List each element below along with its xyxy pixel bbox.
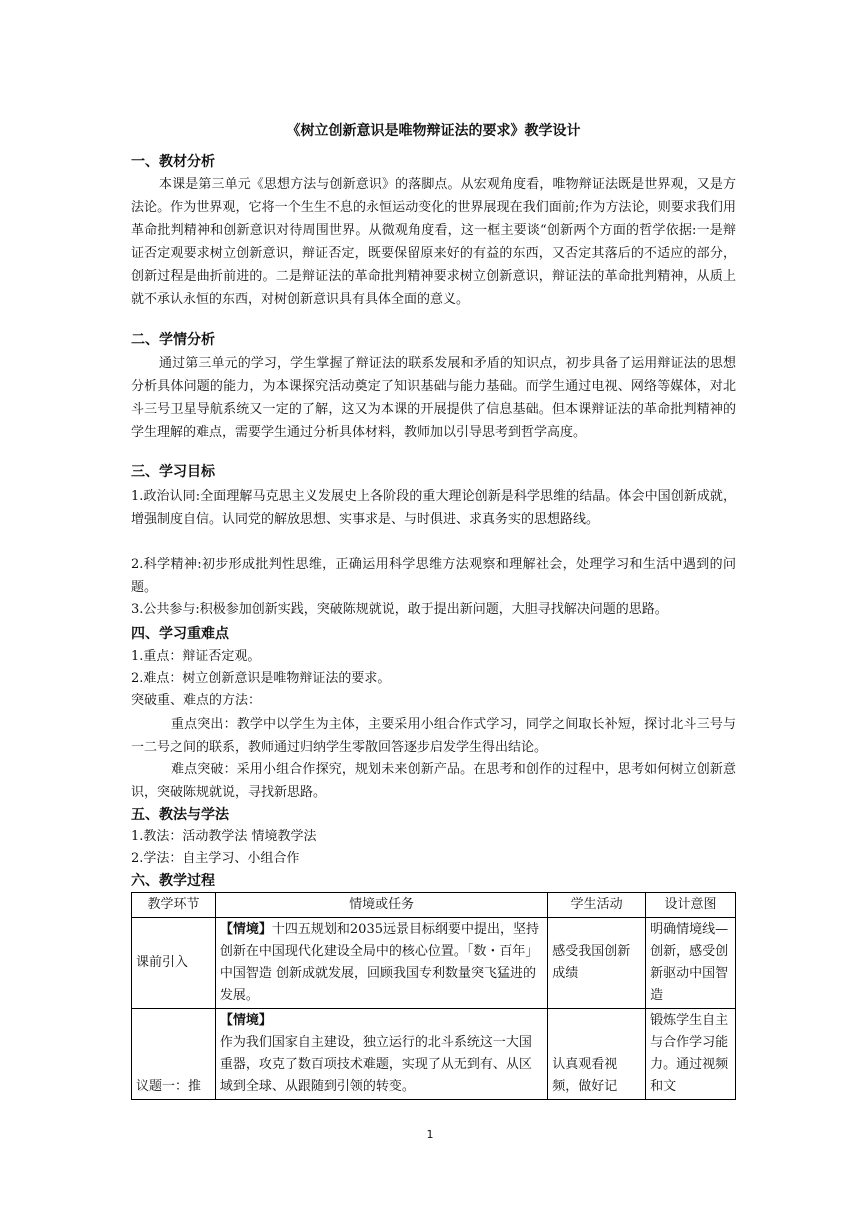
page-number: 1 [426,1128,434,1141]
activity-cell: 感受我国创新成绩 [548,918,646,1009]
task-cell [215,1009,547,1100]
objective-3: 3.公共参与:积极参加创新实践，突破陈规就说，敢于提出新问题，大胆寻找解决问题的思路。 [131,602,668,617]
intent-cell: 明确情境线—创新，感受创新驱动中国智造 [646,918,736,1009]
task-cell [215,918,547,1009]
stage-cell: 课前引入 [132,918,216,1009]
table-row [132,1009,736,1100]
teaching-process-table [131,892,736,1100]
table-header-cell: 情境或任务 [215,893,547,918]
section-heading-2: 二、学情分析 [131,332,215,348]
intent-cell: 锻炼学生自主与合作学习能力。通过视频和文 [646,1009,736,1100]
section-body-1: 本课是第三单元《思想方法与创新意识》的落脚点。从宏观角度看，唯物辩证法既是世界观，又是方法论。作为世界观，它将一个生生不息的永恒运动变化的世界展现在我们面前;作为方法论，则要求我们用革命批判精神和创新意识对待周围世界。从微观角度看，这一框主要谈“创新两个方面的哲学依据:一是辩证否定观要求树立创新意识，辩证否定，既要保留原来好的有益的东西，又否定其落后的不适应的部分，创新过程是曲折前进的。二是辩证法的革命批判精神要求树立创新意识，辩证法的革命批判精神，从质上就不承认永恒的东西，对树创新意识具有具体全面的意义。 [131,177,736,307]
section-heading-3: 三、学习目标 [131,464,215,480]
task-text: 十四五规划和2035远景目标纲要中提出，坚持创新在中国现代化建设全局中的核心位置。「数・百年」中国智造 创新成就发展，回顾我国专利数量突飞猛进的发展。 [219,922,539,1003]
section-heading-4: 四、学习重难点 [131,626,229,642]
learning-method: 2.学法：自主学习、小组合作 [131,851,300,866]
objective-1: 1.政治认同:全面理解马克思主义发展史上各阶段的重大理论创新是科学思维的结晶。体会中国创新成就，增强制度自信。认同党的解放思想、实事求是、与时俱进、求真务实的思想路线。 [131,489,736,527]
task-text: 作为我们国家自主建设，独立运行的北斗系统这一大国重器，攻克了数百项技术难题，实现了从无到有、从区域到全球、从跟随到引领的转变。 [219,1035,532,1094]
method-label: 突破重、难点的方法： [131,693,262,708]
document-title: 《树立创新意识是唯物辩证法的要求》教学设计 [286,123,581,139]
task-label: 【情境】 [219,922,272,937]
table-header-cell: 学生活动 [548,893,646,918]
table-row [132,918,736,1009]
difficult-point-method: 难点突破：采用小组合作探究，规划未来创新产品。在思考和创作的过程中，思考如何树立创新意识，突破陈规就说，寻找新思路。 [131,762,736,800]
task-label: 【情境】 [219,1013,272,1028]
teaching-method: 1.教法：活动教学法 情境教学法 [131,829,317,844]
section-heading-6: 六、教学过程 [131,873,215,889]
stage-cell: 议题一：推 [132,1009,216,1100]
key-point: 1.重点：辩证否定观。 [131,649,261,664]
section-heading-1: 一、教材分析 [131,154,215,170]
table-header-cell: 教学环节 [132,893,216,918]
table-header-row [132,893,736,918]
objective-2: 2.科学精神:初步形成批判性思维，正确运用科学思维方法观察和理解社会，处理学习和生活中遇到的问题。 [131,557,736,595]
section-heading-5: 五、教法与学法 [131,807,229,823]
activity-cell: 认真观看视频，做好记 [548,1009,646,1100]
difficult-point: 2.难点：树立创新意识是唯物辩证法的要求。 [131,671,391,686]
key-point-method: 重点突出：教学中以学生为主体，主要采用小组合作式学习，同学之间取长补短，探讨北斗三号与一二号之间的联系，教师通过归纳学生零散回答逐步启发学生得出结论。 [131,717,736,755]
section-body-2: 通过第三单元的学习，学生掌握了辩证法的联系发展和矛盾的知识点，初步具备了运用辩证法的思想分析具体问题的能力，为本课探究活动奠定了知识基础与能力基础。而学生通过电视、网络等媒体，对北斗三号卫星导航系统又一定的了解，这又为本课的开展提供了信息基础。但本课辩证法的革命批判精神的学生理解的难点，需要学生通过分析具体材料，教师加以引导思考到哲学高度。 [131,356,736,440]
table-header-cell: 设计意图 [646,893,736,918]
